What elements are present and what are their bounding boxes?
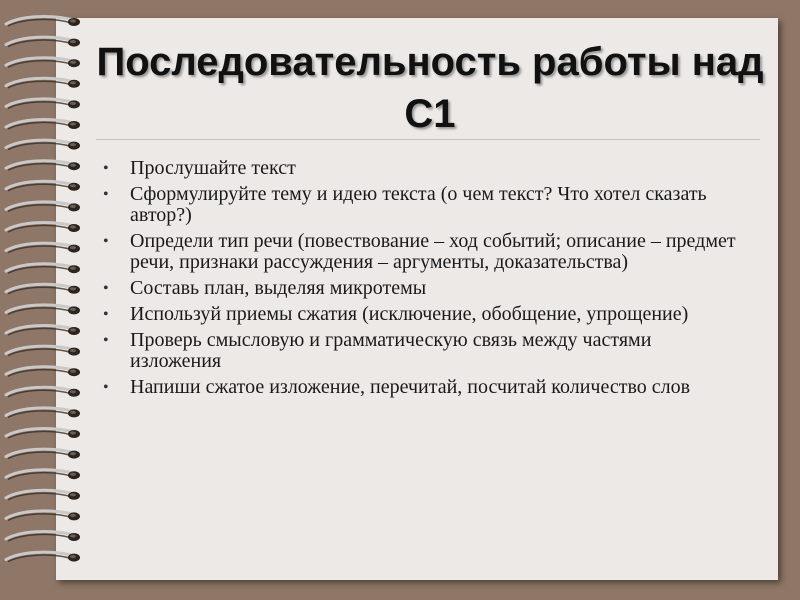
binding-ring <box>6 243 80 252</box>
title-divider <box>96 139 760 140</box>
slide-title-line-1: Последовательность работы над <box>96 40 764 84</box>
binding-ring <box>6 367 80 376</box>
bullet-item-7 <box>100 377 740 398</box>
binding-ring <box>6 387 80 396</box>
slide-title <box>90 36 770 140</box>
binding-ring <box>6 552 80 561</box>
bullet-text: Прослушайте текст <box>130 157 296 179</box>
binding-ring <box>6 17 80 26</box>
bullet-text: Сформулируйте тему и идею текста (о чем текст? Что хотел сказать автор?) <box>130 183 707 226</box>
binding-ring <box>6 470 80 479</box>
binding-ring <box>6 223 80 232</box>
bullet-text: Напиши сжатое изложение, перечитай, посчитай количество слов <box>130 376 691 398</box>
bullet-dot: • <box>103 332 109 349</box>
binding-ring <box>6 449 80 458</box>
binding-ring <box>6 346 80 355</box>
binding-ring <box>6 37 80 46</box>
bullet-dot: • <box>103 160 109 177</box>
binding-ring <box>6 511 80 520</box>
bullet-text: Определи тип речи (повествование – ход событий; описание – предмет речи, признаки рассуждения – аргументы, доказательства) <box>130 230 736 273</box>
bullet-item-5 <box>100 304 740 325</box>
bullet-dot: • <box>103 379 109 396</box>
bullet-item-6 <box>100 330 740 372</box>
binding-ring <box>6 181 80 190</box>
binding-ring <box>6 58 80 67</box>
bullet-text: Проверь смысловую и грамматическую связь между частями изложения <box>130 329 652 372</box>
binding-ring <box>6 429 80 438</box>
binding-ring <box>6 326 80 335</box>
binding-ring <box>6 490 80 499</box>
bullet-item-1 <box>100 158 740 179</box>
binding-ring <box>6 532 80 541</box>
bullet-text: Используй приемы сжатия (исключение, обобщение, упрощение) <box>130 303 689 325</box>
binding-ring <box>6 408 80 417</box>
binding-ring <box>6 202 80 211</box>
binding-ring <box>6 161 80 170</box>
bullet-dot: • <box>103 280 109 297</box>
bullet-list <box>100 158 740 403</box>
bullet-item-3 <box>100 231 740 273</box>
bullet-dot: • <box>103 306 109 323</box>
bullet-dot: • <box>103 233 109 250</box>
bullet-dot: • <box>103 186 109 203</box>
binding-ring <box>6 99 80 108</box>
bullet-item-4 <box>100 278 740 299</box>
binding-ring <box>6 284 80 293</box>
binding-ring <box>6 264 80 273</box>
binding-ring <box>6 120 80 129</box>
binding-ring <box>6 78 80 87</box>
binding-ring <box>6 140 80 149</box>
bullet-item-2 <box>100 184 740 226</box>
slide-title-line-2: С1 <box>404 92 456 136</box>
spiral-binding-icon <box>0 0 100 600</box>
binding-ring <box>6 305 80 314</box>
bullet-text: Составь план, выделяя микротемы <box>130 277 427 299</box>
